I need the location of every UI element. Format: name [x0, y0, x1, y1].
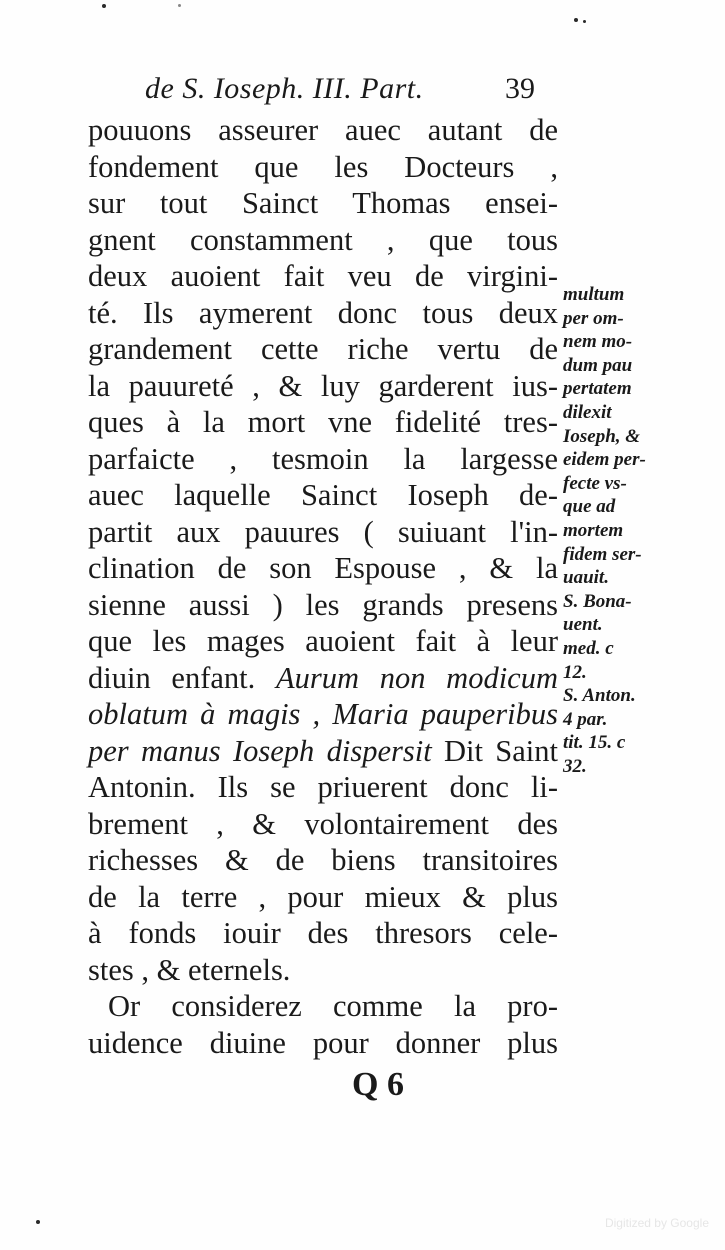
margin-note-line: dum pau: [563, 354, 633, 376]
text-line: à fonds iouir des thresors cele-: [88, 916, 558, 950]
margin-note-line: tit. 15. c: [563, 732, 626, 754]
text-line: que les mages auoient fait à leur: [88, 624, 558, 658]
text-line-mixed: [88, 660, 558, 697]
margin-note-line: uauit.: [563, 567, 609, 589]
ink-speck: [36, 1220, 40, 1224]
latin-quote: Aurum non modicum: [275, 660, 558, 695]
text-line: uidence diuine pour donner plus: [88, 1025, 558, 1060]
margin-note-line: med. c: [563, 637, 614, 659]
text-segment: diuin enfant.: [88, 660, 256, 695]
text-line: ques à la mort vne fidelité tres-: [88, 405, 558, 439]
text-line: partit aux pauures ( suiuant l'in-: [88, 514, 558, 549]
ink-speck: [583, 20, 586, 23]
margin-note-line: eidem per-: [563, 449, 646, 471]
text-line-mixed: [88, 733, 558, 770]
latin-quote: oblatum à magis , Maria pauperibus: [88, 697, 558, 731]
text-line: de la terre , pour mieux & plus: [88, 879, 558, 914]
text-line: sur tout Sainct Thomas ensei-: [88, 186, 558, 220]
margin-note-line: nem mo-: [563, 331, 633, 353]
signature-mark-text: Q 6: [352, 1066, 404, 1103]
text-line: richesses & de biens transitoires: [88, 843, 558, 877]
margin-note-line: que ad: [563, 496, 616, 518]
text-line: té. Ils aymerent donc tous deux: [88, 295, 558, 330]
margin-note-line: per om-: [563, 307, 624, 329]
text-line: Antonin. Ils se priuerent donc li-: [88, 770, 558, 804]
text-line: Or considerez comme la pro-: [108, 989, 558, 1023]
margin-note-line: mortem: [563, 519, 624, 541]
digitization-watermark: Digitized by Google: [604, 1216, 709, 1230]
margin-note-line: S. Bona-: [563, 590, 632, 612]
text-line-italic: [88, 696, 558, 733]
text-line: stes , & eternels.: [88, 952, 291, 987]
margin-note-line: multum: [563, 284, 625, 305]
ink-speck: [574, 18, 578, 22]
signature-mark: [352, 1066, 472, 1106]
page-header: [145, 72, 565, 112]
margin-note-line: fecte vs-: [563, 472, 627, 494]
text-line: grandement cette riche vertu de: [88, 332, 558, 366]
text-line: fondement que les Docteurs ,: [88, 149, 558, 184]
ink-speck: [102, 4, 106, 8]
margin-note-line: Ioseph, &: [563, 425, 641, 447]
margin-note-line: 4 par.: [563, 708, 608, 730]
main-text-block: [88, 112, 558, 1061]
latin-quote: per manus Ioseph dispersit: [88, 733, 432, 768]
running-head: de S. Ioseph. III. Part.: [145, 72, 424, 105]
text-segment: Dit Saint: [444, 733, 558, 768]
text-line: auec laquelle Sainct Ioseph de-: [88, 478, 558, 512]
text-line: brement , & volontairement des: [88, 806, 558, 841]
margin-note-line: 12.: [563, 661, 587, 683]
margin-note-line: S. Anton.: [563, 685, 636, 707]
text-line: clination de son Espouse , & la: [88, 551, 558, 585]
margin-note-line: dilexit: [563, 401, 612, 423]
margin-note-line: 32.: [563, 755, 587, 777]
page-number: 39: [505, 72, 535, 105]
margin-note-line: pertatem: [563, 378, 632, 400]
margin-note-line: uent.: [563, 614, 603, 636]
ink-speck: [178, 4, 181, 7]
text-line: gnent constamment , que tous: [88, 222, 558, 257]
text-line: pouuons asseurer auec autant de: [88, 113, 558, 147]
marginal-notes: [563, 283, 683, 778]
margin-note-line: fidem ser-: [563, 543, 642, 565]
text-line: la pauureté , & luy garderent ius-: [88, 368, 558, 403]
text-line: sienne aussi ) les grands presens: [88, 587, 558, 622]
text-line: deux auoient fait veu de virgini-: [88, 259, 558, 293]
text-line: parfaicte , tesmoin la largesse: [88, 441, 558, 476]
